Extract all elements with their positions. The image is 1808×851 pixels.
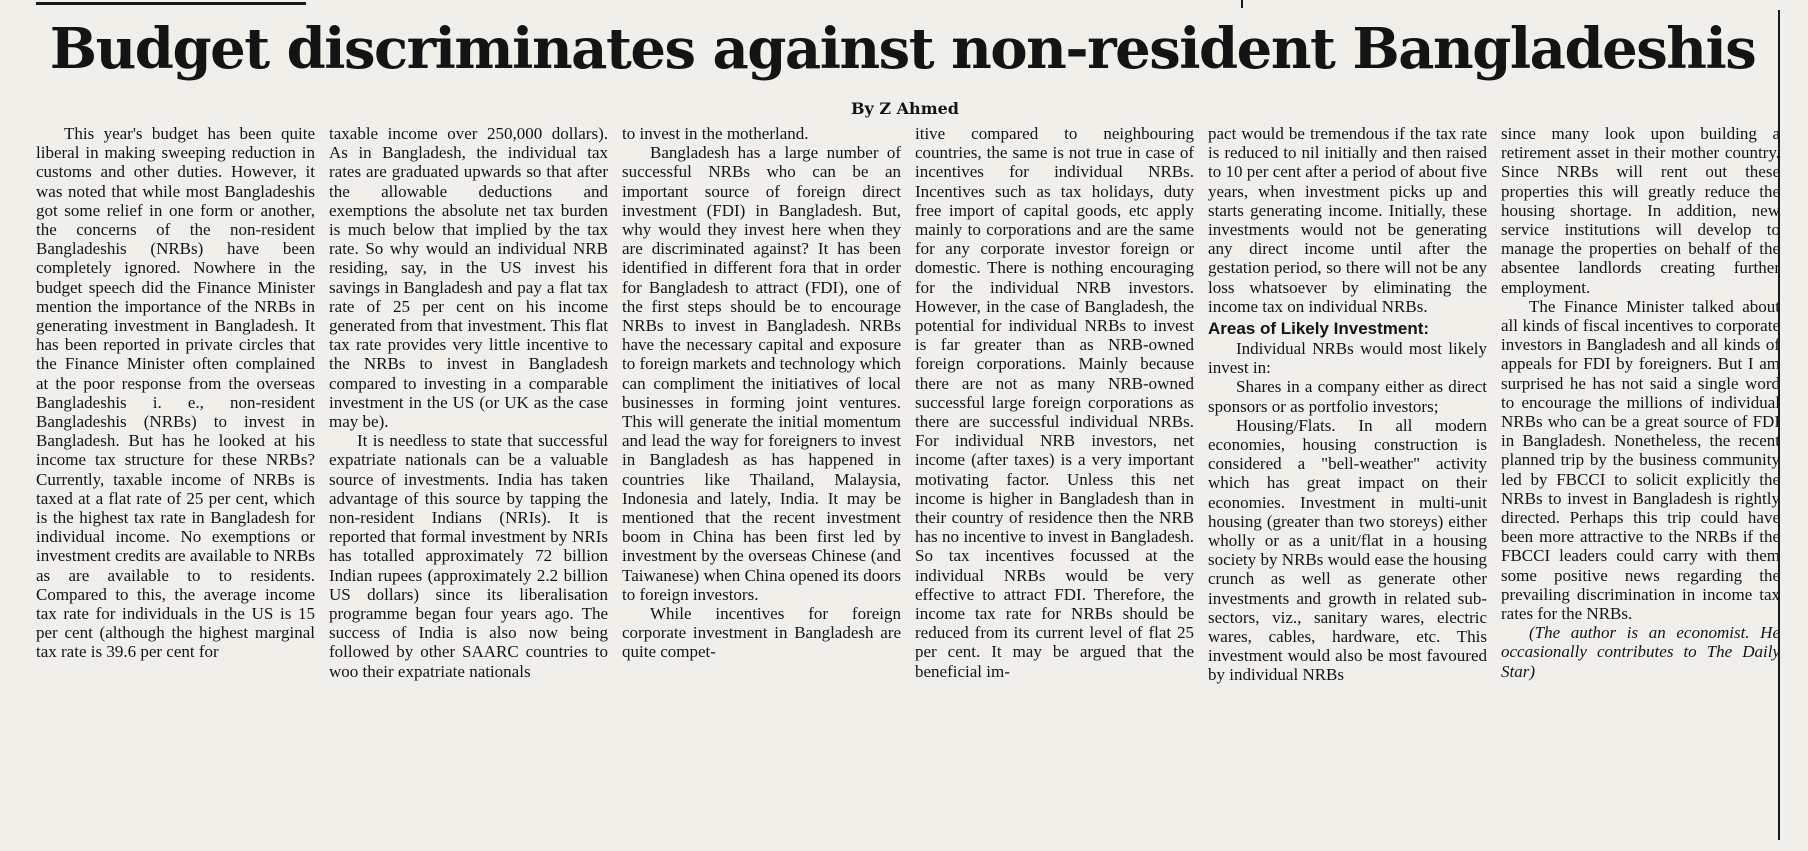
paragraph: pact would be tremendous if the tax rate is reduced to nil initially and then raised to 10 per cent after a period of about five years, when investment picks up and starts generating income. Initially, these investments would not be generating any direct income until after the gestation period, so there will not be any loss whatsoever by eliminating the income tax on individual NRBs. <box>1208 124 1487 316</box>
article-body <box>36 124 1781 842</box>
paragraph: since many look upon building a retirement asset in their mother country. Since NRBs will rent out these properties this will greatly reduce the housing shortage. In addition, new service institutions will develop to manage the properties on behalf of the absentee landlords creating further employment. <box>1501 124 1780 297</box>
article-column-5 <box>1208 124 1487 842</box>
article-column-2 <box>329 124 608 842</box>
paragraph: While incentives for foreign corporate investment in Bangladesh are quite compet- <box>622 604 901 662</box>
article-column-3 <box>622 124 901 842</box>
article-column-1 <box>36 124 315 842</box>
paragraph: It is needless to state that successful expatriate nationals can be a valuable source of investments. India has taken advantage of this source by tapping the non-resident Indians (NRIs). It is reported that formal investment by NRIs has totalled approximately 72 billion Indian rupees (approximately 2.2 billion US dollars) since its liberalisation programme began four years ago. The success of India is also now being followed by other SAARC countries to woo their expatriate nationals <box>329 431 608 681</box>
paragraph: itive compared to neighbouring countries, the same is not true in case of incentives for individual NRBs. Incentives such as tax holidays, duty free import of capital goods, etc apply mainly to corporations and are the same for any corporate investor foreign or domestic. There is nothing encouraging for the individual NRB investors. However, in the case of Bangladesh, the potential for individual NRBs to invest is far greater than as NRB-owned foreign corporations. Mainly because there are not as many NRB-owned successful large foreign corporations as there are successful individual NRBs. For individual NRB investors, net income (after taxes) is a very important motivating factor. Unless this net income is higher in Bangladesh than in their country of residence then the NRB has no incentive to invest in Bangladesh. So tax incentives focussed at the individual NRBs would be very effective to attract FDI. Therefore, the income tax rate for NRBs should be reduced from its current level of flat 25 per cent. It may be argued that the beneficial im- <box>915 124 1194 681</box>
top-rule-tick <box>1241 0 1243 8</box>
article-headline: Budget discriminates against non-resident Bangladeshis <box>49 16 1756 82</box>
paragraph: taxable income over 250,000 dollars). As in Bangladesh, the individual tax rates are graduated upwards so that after the allowable deductions and exemptions the absolute net tax burden is much below that implied by the tax rate. So why would an individual NRB residing, say, in the US invest his savings in Bangladesh and pay a flat tax rate of 25 per cent on his income generated from that investment. This flat tax rate provides very little incentive to the NRBs to invest in Bangladesh compared to investing in a comparable investment in the US (or UK as the case may be). <box>329 124 608 432</box>
subheading: Areas of Likely Investment: <box>1208 319 1430 339</box>
top-rule-left <box>36 2 306 5</box>
article-byline: By Z Ahmed <box>851 99 959 118</box>
paragraph: to invest in the motherland. <box>622 124 809 143</box>
author-note: (The author is an economist. He occasionally contributes to The Daily Star) <box>1501 623 1780 681</box>
article-column-6 <box>1501 124 1780 842</box>
paragraph: The Finance Minister talked about all kinds of fiscal incentives to corporate investors in Bangladesh and all kinds of appeals for FDI by foreigners. But I am surprised he has not said a single word to encourage the millions of individual NRBs who can be a great source of FDI in Bangladesh. Nonetheless, the recent planned trip by the business community led by FBCCI to solicit explicitly the NRBs to invest in Bangladesh is rightly directed. Perhaps this trip could have been more attractive to the NRBs if the FBCCI leaders could carry with them some positive news regarding the prevailing discrimination in income tax rates for the NRBs. <box>1501 296 1780 624</box>
top-rules <box>36 0 1768 8</box>
article-column-4 <box>915 124 1194 842</box>
paragraph: This year's budget has been quite liberal in making sweeping reduction in customs and other duties. However, it was noted that while most Bangladeshis got some relief in one form or another, the concerns of the non-resident Bangladeshis (NRBs) have been completely ignored. Nowhere in the budget speech did the Finance Minister mention the importance of the NRBs in generating investment in Bangladesh. It has been reported in private circles that the Finance Minister often complained at the poor response from the overseas Bangladeshis i. e., non-resident Bangladeshis (NRBs) to invest in Bangladesh. But has he looked at his income tax structure for these NRBs? Currently, taxable income of NRBs is taxed at a flat rate of 25 per cent, which is the highest tax rate in Bangladesh for individual income. No exemptions or investment credits are available to NRBs as are available to to residents. Compared to this, the average income tax rate for individuals in the US is 15 per cent (although the highest marginal tax rate is 39.6 per cent for <box>36 124 315 662</box>
paragraph: Housing/Flats. In all modern economies, housing construction is considered a "bell-weather" activity which has great impact on their economies. Investment in multi-unit housing (greater than two storeys) either wholly or as a unit/flat in a housing society by NRBs would ease the housing crunch as well as generate other investments and growth in related sub-sectors, viz., sanitary wares, electric wares, cables, hardware, etc. This investment would also be most favoured by individual NRBs <box>1208 415 1487 685</box>
paragraph: Individual NRBs would most likely invest in: <box>1208 339 1487 378</box>
paragraph: Shares in a company either as direct sponsors or as portfolio investors; <box>1208 377 1487 416</box>
paragraph: Bangladesh has a large number of successful NRBs who can be an important source of foreign direct investment (FDI) in Bangladesh. But, why would they invest here when they are discriminated against? It has been identified in different fora that in order for Bangladesh to attract (FDI), one of the first steps should be to encourage NRBs to invest in Bangladesh. NRBs have the necessary capital and exposure to foreign markets and technology which can compliment the initiatives of local businesses in forming joint ventures. This will generate the initial momentum and lead the way for foreigners to invest in Bangladesh as has happened in countries like Thailand, Malaysia, Indonesia and lately, India. It may be mentioned that the recent investment boom in China has been first led by investment by the overseas Chinese (and Taiwanese) when China opened its doors to foreign investors. <box>622 143 901 604</box>
